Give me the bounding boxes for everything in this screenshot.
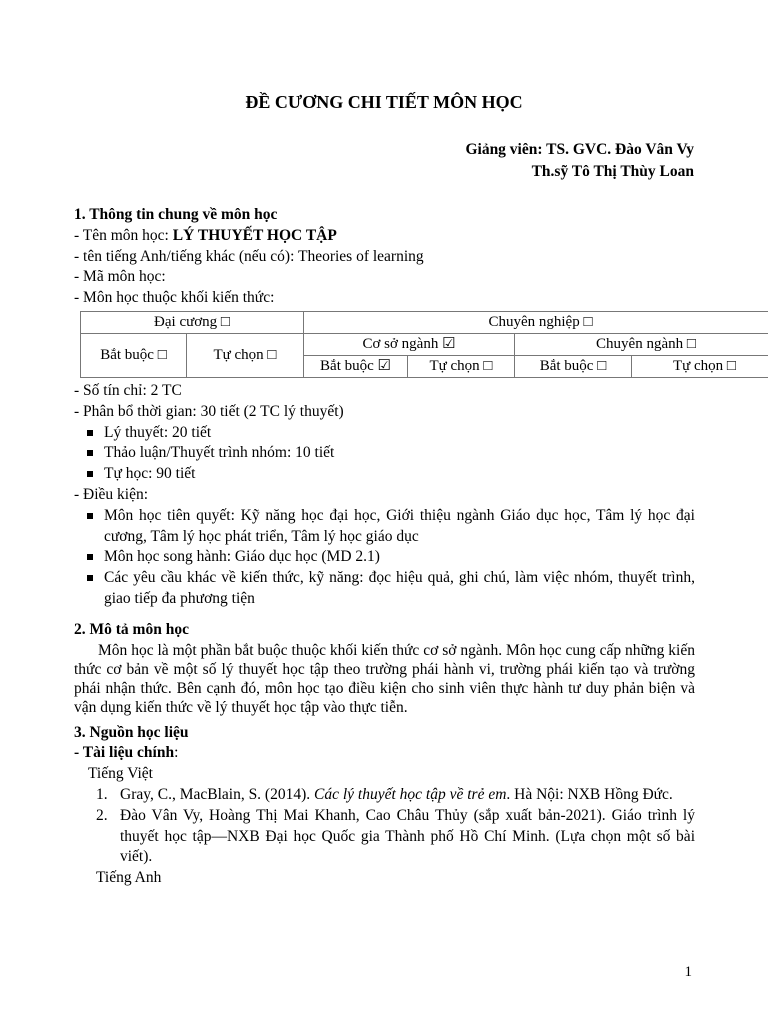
page-number: 1 <box>684 964 692 980</box>
list-item: Tự học: 90 tiết <box>74 464 695 485</box>
major-elective-cell: Tự chọn □ <box>632 355 768 377</box>
lecturer-2: Th.sỹ Tô Thị Thùy Loan <box>531 163 694 180</box>
vietnamese-label: Tiếng Việt <box>88 765 153 783</box>
list-item: Các yêu cầu khác về kiến thức, kỹ năng: đọc hiệu quả, ghi chú, làm việc nhóm, thuyết trình, giao tiếp đa phương tiện <box>74 568 695 610</box>
knowledge-block-table <box>80 311 768 378</box>
general-elective-cell: Tự chọn □ <box>187 333 304 377</box>
section-3-heading: 3. Nguồn học liệu <box>74 723 189 741</box>
ref-number: 1. <box>96 785 108 803</box>
foundation-elective-cell: Tự chọn □ <box>408 355 515 377</box>
ref1-authors: Gray, C., MacBlain, S. (2014). <box>120 785 315 803</box>
course-name-line <box>74 226 695 247</box>
time-allocation-line: - Phân bổ thời gian: 30 tiết (2 TC lý thuyết) <box>74 402 344 420</box>
main-materials-colon: : <box>174 744 179 762</box>
english-label: Tiếng Anh <box>96 869 162 887</box>
list-item: Lý thuyết: 20 tiết <box>74 423 695 444</box>
foundation-required-cell: Bắt buộc ☑ <box>304 355 408 377</box>
list-item: Thảo luận/Thuyết trình nhóm: 10 tiết <box>74 443 695 464</box>
course-code-line: - Mã môn học: <box>74 268 166 286</box>
foundation-cell: Cơ sở ngành ☑ <box>304 333 515 355</box>
lecturer-1: Giảng viên: TS. GVC. Đào Vân Vy <box>465 141 694 158</box>
page-title: ĐỀ CƯƠNG CHI TIẾT MÔN HỌC <box>245 92 523 112</box>
major-cell: Chuyên ngành □ <box>515 333 768 355</box>
knowledge-block-line: - Môn học thuộc khối kiến thức: <box>74 289 275 307</box>
general-required-cell: Bắt buộc □ <box>81 333 187 377</box>
major-required-cell: Bắt buộc □ <box>515 355 632 377</box>
section-1-heading: 1. Thông tin chung về môn học <box>74 206 278 223</box>
list-item <box>96 785 695 806</box>
lecturer-block <box>465 139 694 183</box>
course-name-label: - Tên môn học: <box>74 226 173 244</box>
course-name: LÝ THUYẾT HỌC TẬP <box>172 226 337 244</box>
list-item <box>96 806 695 868</box>
ref1-publisher: . Hà Nội: NXB Hồng Đức. <box>506 785 673 803</box>
ref-number: 2. <box>96 806 108 824</box>
list-item: Môn học song hành: Giáo dục học (MD 2.1) <box>74 547 695 568</box>
ref1-title: Các lý thuyết học tập về trẻ em <box>314 785 507 803</box>
general-education-cell: Đại cương □ <box>81 311 304 333</box>
main-materials-line <box>74 743 695 764</box>
english-name-line: - tên tiếng Anh/tiếng khác (nếu có): Theories of learning <box>74 247 424 265</box>
document-body <box>74 205 736 889</box>
ref2-text: Đào Vân Vy, Hoàng Thị Mai Khanh, Cao Châu Thủy (sắp xuất bản-2021). Giáo trình lý thuyết học tập—NXB Đại học Quốc gia Thành phố Hồ Chí Minh. (Lựa chọn một số bài viết). <box>120 806 695 866</box>
list-item: Môn học tiên quyết: Kỹ năng học đại học, Giới thiệu ngành Giáo dục học, Tâm lý học đại cương, Tâm lý học phát triển, Tâm lý học giáo dục <box>74 506 695 548</box>
course-description: Môn học là một phần bắt buộc thuộc khối kiến thức cơ sở ngành. Môn học cung cấp những kiến thức cơ bản về một số lý thuyết học tập theo trường phái hành vi, trường phái kiến tạo và trường phái nhận thức. Bên cạnh đó, môn học tạo điều kiện cho sinh viên thực hành tư duy phản biện và vận dụng kiến thức về lý thuyết học tập vào thực tiễn. <box>74 641 695 716</box>
main-materials-label: - Tài liệu chính <box>74 744 175 762</box>
conditions-line: - Điều kiện: <box>74 485 149 503</box>
credits-line: - Số tín chỉ: 2 TC <box>74 381 182 399</box>
section-2-heading: 2. Mô tả môn học <box>74 620 189 638</box>
professional-education-cell: Chuyên nghiệp □ <box>304 311 768 333</box>
